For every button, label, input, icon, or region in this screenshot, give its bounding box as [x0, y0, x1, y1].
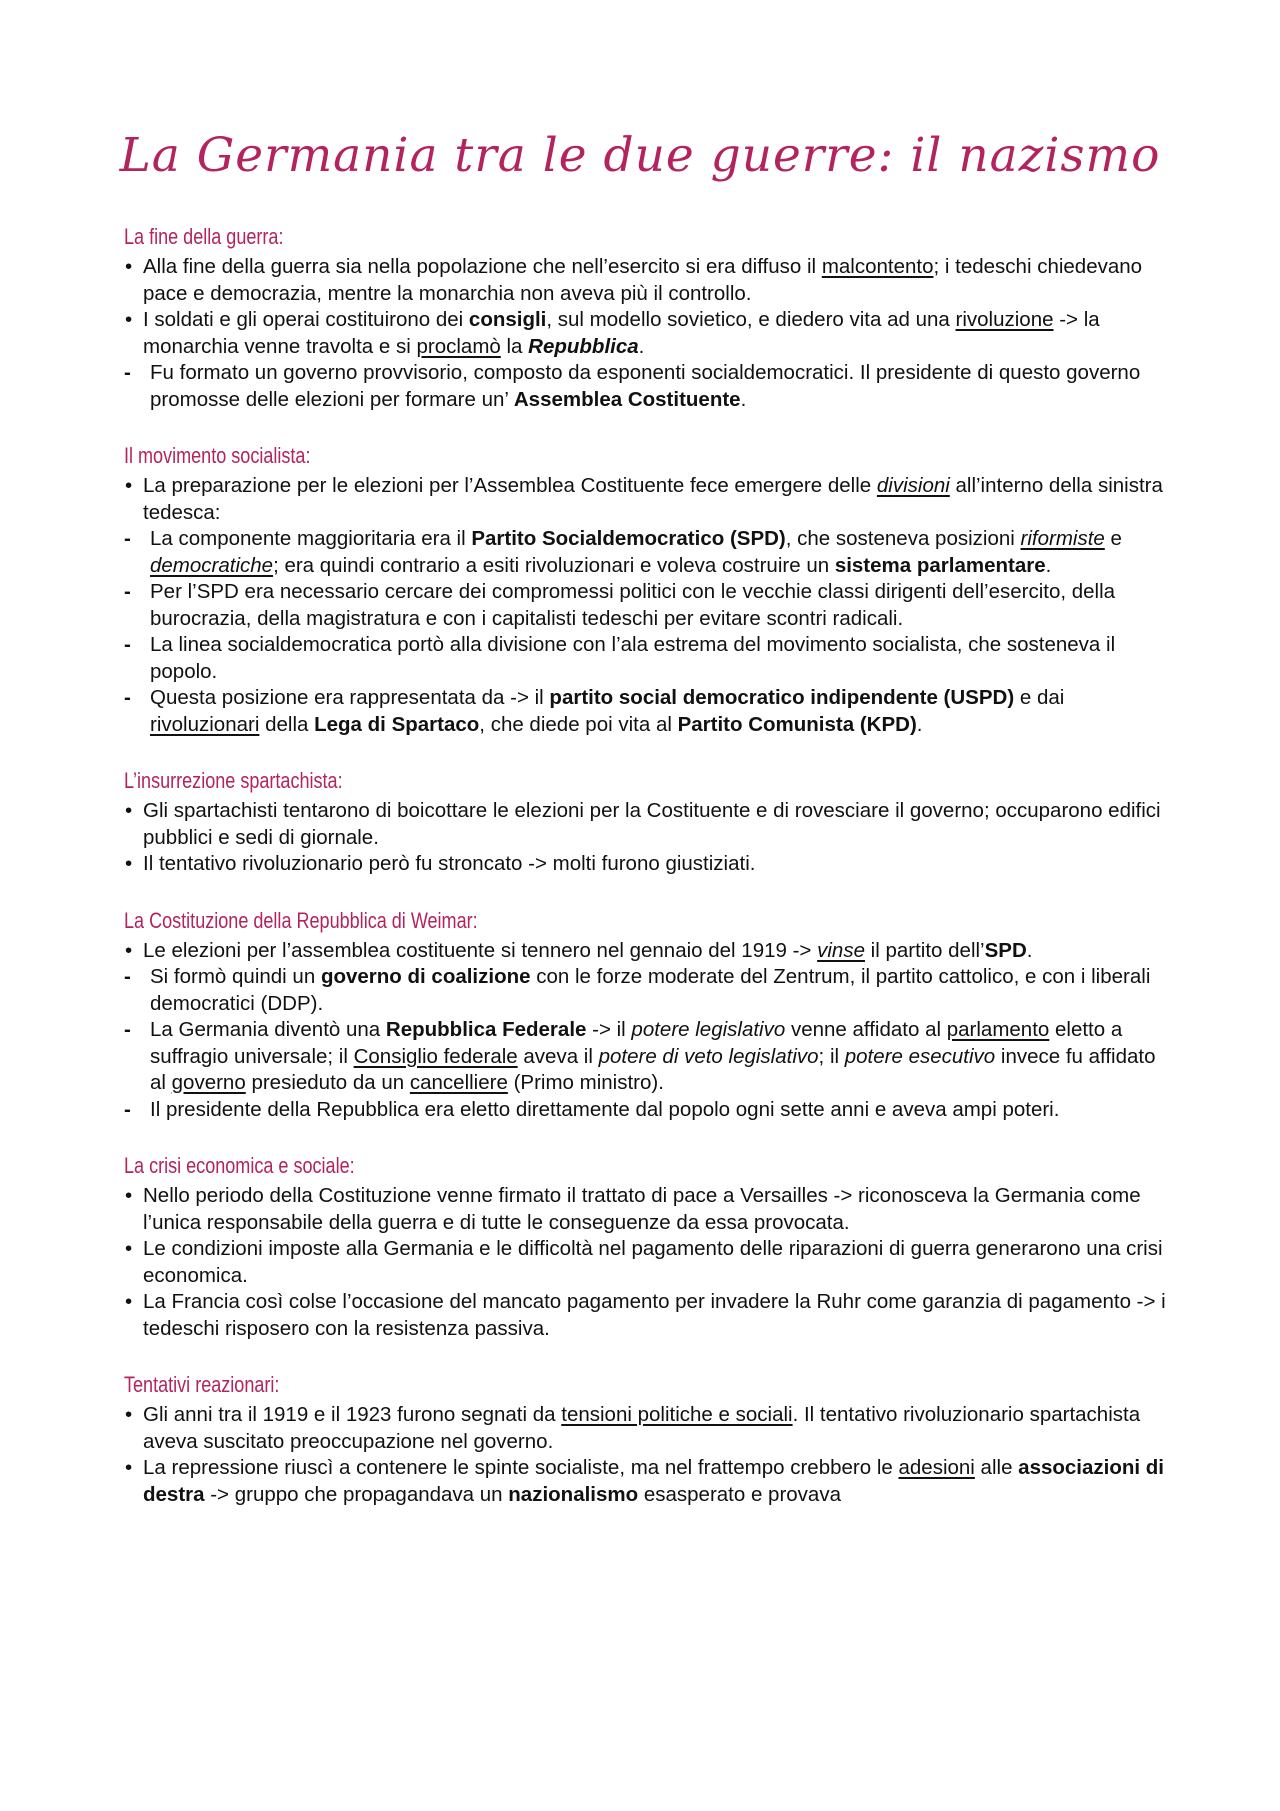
text-run: il partito dell’: [864, 938, 985, 962]
bold-term: Lega di Spartaco: [314, 712, 480, 736]
text-run: Alla fine della guerra sia nella popolazione che nell’esercito si era diffuso il: [143, 255, 822, 278]
text-run: Questa posizione era rappresentata da -> il: [150, 686, 550, 709]
bullet-marker: •: [125, 938, 133, 962]
section-heading: Il movimento socialista:: [124, 443, 311, 468]
underlined-term: vinse: [817, 938, 865, 962]
underlined-term: proclamò: [416, 334, 501, 358]
text-run: .: [1026, 938, 1033, 962]
section-heading: La Costituzione della Repubblica di Weimar:: [124, 907, 478, 933]
dash-list-item: [124, 360, 1174, 413]
bullet-list-item: [124, 254, 1174, 307]
bullet-list-item: [124, 938, 1174, 965]
underlined-term: Consiglio federale: [353, 1044, 518, 1068]
text-run: La Germania diventò una: [150, 1018, 386, 1041]
bullet-marker: •: [125, 1403, 133, 1426]
text-run: e dai: [1014, 686, 1065, 709]
text-run: , che sosteneva posizioni: [785, 527, 1021, 550]
bullet-marker: •: [125, 474, 133, 497]
dash-list-item: [124, 685, 1174, 738]
text-run: Fu formato un governo provvisorio, composto da esponenti socialdemocratici. Il presidente di questo governo promosse delle elezioni per formare un’: [150, 361, 1141, 411]
text-run: presieduto da un: [245, 1071, 410, 1094]
dash-marker: -: [124, 527, 131, 550]
page-title: La Germania tra le due guerre: il nazismo: [119, 128, 1161, 183]
text-run: della: [259, 712, 315, 736]
bullet-list-item: [124, 1289, 1174, 1342]
bold-term: associazioni di destra: [143, 1456, 1164, 1506]
section-heading: La fine della guerra:: [124, 224, 284, 249]
bullet-marker: •: [125, 308, 133, 331]
bold-term: consigli: [468, 308, 547, 331]
text-run: .: [916, 712, 923, 736]
text-run: Il tentativo rivoluzionario però fu stroncato -> molti furono giustiziati.: [143, 852, 756, 875]
bullet-list-item: [124, 1236, 1174, 1289]
text-run: La componente maggioritaria era il: [150, 527, 472, 550]
bullet-marker: •: [125, 799, 133, 822]
underlined-term: riformiste: [1020, 527, 1105, 550]
text-run: alle: [974, 1456, 1019, 1479]
section: [124, 441, 1174, 738]
underlined-term: governo: [171, 1071, 246, 1094]
text-run: .: [638, 334, 645, 358]
underlined-term: parlamento: [946, 1018, 1050, 1041]
bold-term: Repubblica: [528, 334, 639, 358]
dash-marker: -: [124, 965, 131, 988]
bullet-list-item: [124, 1183, 1174, 1236]
dash-marker: -: [124, 361, 131, 384]
dash-marker: -: [124, 1097, 131, 1121]
text-run: ; era quindi contrario a esiti rivoluzionari e voleva costruire un: [273, 553, 835, 577]
bullet-list-item: [124, 473, 1174, 526]
text-run: esasperato e provava: [638, 1482, 841, 1506]
text-run: , sul modello sovietico, e diedero vita ad una: [546, 308, 956, 331]
text-run: ; i tedeschi chiedevano pace e democrazia, mentre la monarchia non aveva più il controllo.: [143, 255, 1143, 305]
section-heading: L’insurrezione spartachista:: [124, 768, 343, 793]
bold-term: SPD: [984, 938, 1027, 962]
underlined-term: rivoluzione: [955, 308, 1054, 331]
underlined-term: malcontento: [821, 255, 934, 278]
text-run: .: [740, 387, 747, 411]
section: [124, 1151, 1174, 1342]
underlined-term: cancelliere: [409, 1071, 508, 1094]
text-run: eletto a suffragio universale; il: [150, 1018, 1123, 1068]
bold-term: Assemblea Costituente: [513, 387, 741, 411]
text-run: e: [1104, 527, 1122, 550]
text-run: Si formò quindi un: [150, 965, 321, 988]
text-run: -> la monarchia venne travolta e si: [143, 308, 1100, 358]
dash-list-item: [124, 964, 1174, 1017]
underlined-term: adesioni: [898, 1456, 975, 1479]
text-run: -> il: [586, 1018, 632, 1041]
text-run: La Francia così colse l’occasione del mancato pagamento per invadere la Ruhr come garanzia di pagamento -> i tedeschi risposero con la resistenza passiva.: [143, 1290, 1166, 1340]
text-run: (Primo ministro).: [507, 1071, 664, 1094]
text-run: . Il tentativo rivoluzionario spartachista aveva suscitato preoccupazione nel governo.: [143, 1403, 1141, 1453]
dash-marker: -: [124, 633, 131, 656]
bullet-marker: •: [125, 852, 133, 875]
dash-list-item: [124, 526, 1174, 579]
bullet-list-item: [124, 851, 1174, 878]
text-run: invece fu affidato al: [150, 1044, 1156, 1094]
underlined-term: tensioni politiche e sociali: [561, 1403, 793, 1426]
text-run: venne affidato al: [785, 1018, 947, 1041]
text-run: con le forze moderate del Zentrum, il partito cattolico, e con i liberali democratici (DDP).: [150, 965, 1151, 1015]
bold-term: nazionalismo: [508, 1482, 639, 1506]
bullet-marker: •: [125, 1237, 133, 1260]
dash-list-item: [124, 1097, 1174, 1124]
dash-marker: -: [124, 686, 131, 709]
bullet-list-item: [124, 307, 1174, 360]
bullet-marker: •: [125, 1290, 133, 1313]
bullet-list-item: [124, 1455, 1174, 1508]
section: [124, 222, 1174, 413]
dash-list-item: [124, 1017, 1174, 1097]
text-run: La repressione riuscì a contenere le spinte socialiste, ma nel frattempo crebbero le: [143, 1456, 899, 1479]
bullet-list-item: [124, 1402, 1174, 1455]
section-heading: La crisi economica e sociale:: [124, 1153, 355, 1178]
text-run: La linea socialdemocratica portò alla divisione con l’ala estrema del movimento socialista, che sosteneva il popolo.: [150, 633, 1116, 683]
bullet-marker: •: [125, 255, 133, 278]
underlined-term: divisioni: [876, 474, 950, 497]
bold-term: partito social democratico indipendente (USPD): [549, 686, 1015, 709]
text-run: all’interno della sinistra tedesca:: [143, 474, 1163, 524]
text-run: ; il: [818, 1044, 845, 1068]
dash-marker: -: [124, 1018, 131, 1041]
text-run: Gli anni tra il 1919 e il 1923 furono segnati da: [143, 1403, 562, 1426]
section-heading: Tentativi reazionari:: [124, 1372, 280, 1397]
italic-term: potere di veto legislativo: [598, 1044, 819, 1068]
text-run: .: [1045, 553, 1052, 577]
text-run: Nello periodo della Costituzione venne firmato il trattato di pace a Versailles -> riconosceva la Germania come l’unica responsabile della guerra e di tutte le conseguenze da essa provocata.: [143, 1184, 1141, 1234]
dash-list-item: [124, 632, 1174, 685]
italic-term: potere esecutivo: [844, 1044, 996, 1068]
text-run: la: [500, 334, 529, 358]
italic-term: potere legislativo: [631, 1018, 786, 1041]
bold-term: governo di coalizione: [320, 965, 531, 988]
text-run: Per l’SPD era necessario cercare dei compromessi politici con le vecchie classi dirigenti dell’esercito, della burocrazia, della magistratura e con i capitalisti tedeschi per evitare scontri radicali.: [150, 580, 1116, 630]
bold-term: Repubblica Federale: [385, 1018, 587, 1041]
text-run: Il presidente della Repubblica era eletto direttamente dal popolo ogni sette anni e aveva ampi poteri.: [150, 1097, 1060, 1121]
bullet-marker: •: [125, 1184, 133, 1207]
bullet-list-item: [124, 798, 1174, 851]
text-run: I soldati e gli operai costituirono dei: [143, 308, 469, 331]
bold-term: Partito Socialdemocratico (SPD): [471, 527, 786, 550]
text-run: -> gruppo che propagandava un: [204, 1482, 509, 1506]
text-run: Gli spartachisti tentarono di boicottare le elezioni per la Costituente e di rovesciare il governo; occuparono edifici pubblici e sedi di giornale.: [143, 799, 1161, 849]
bold-term: Partito Comunista (KPD): [677, 712, 917, 736]
text-run: aveva il: [517, 1044, 599, 1068]
text-run: , che diede poi vita al: [479, 712, 678, 736]
dash-marker: -: [124, 580, 131, 603]
document-body: [124, 222, 1174, 1536]
section: [124, 766, 1174, 878]
dash-list-item: [124, 579, 1174, 632]
text-run: Le condizioni imposte alla Germania e le difficoltà nel pagamento delle riparazioni di guerra generarono una crisi economica.: [143, 1237, 1163, 1287]
text-run: La preparazione per le elezioni per l’Assemblea Costituente fece emergere delle: [143, 474, 877, 497]
bullet-marker: •: [125, 1456, 133, 1479]
underlined-term: rivoluzionari: [150, 712, 260, 736]
section: [124, 906, 1174, 1124]
underlined-term: democratiche: [150, 553, 274, 577]
section: [124, 1370, 1174, 1508]
bold-term: sistema parlamentare: [834, 553, 1046, 577]
text-run: Le elezioni per l’assemblea costituente si tennero nel gennaio del 1919 ->: [143, 938, 818, 962]
